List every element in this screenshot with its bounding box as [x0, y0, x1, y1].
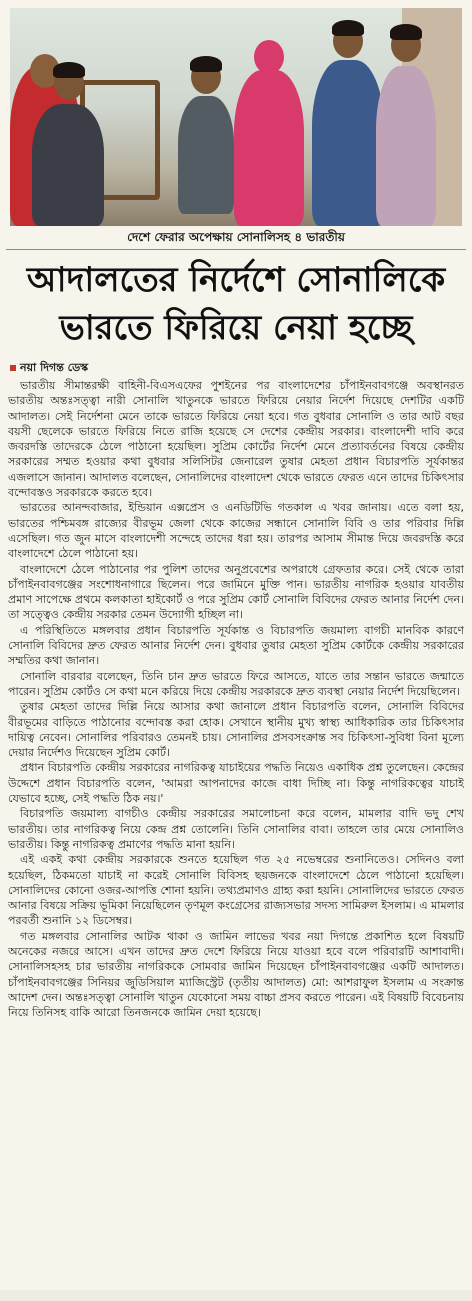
article-paragraph: ভারতের আনন্দবাজার, ইন্ডিয়ান এক্সপ্রেস ও এনডিটিভি গতকাল এ খবর জানায়। এতে বলা হয়, ভারতের পশ্চিমবঙ্গ রাজ্যের বীরভূম জেলা থেকে কাজের সন্ধানে সোনালি বিবি ও তার পরিবার দিল্লি এসেছিল। গত জুন মাসে বাংলাদেশী সন্দেহে তাদের ধরা হয়। তারপর আসাম সীমান্ত দিয়ে জবরদস্তি করে বাংলাদেশে ঠেলে পাঠানো হয়। [8, 501, 464, 561]
photo-caption: দেশে ফেরার অপেক্ষায় সোনালিসহ ৪ ভারতীয় [127, 230, 345, 244]
article-paragraph: এ পরিস্থিতিতে মঙ্গলবার প্রধান বিচারপতি সূর্যকান্ত ও বিচারপতি জয়মাল্য বাগচী মানবিক কারণে সোনালি বিবিদের দ্রুত ফেরত আনার নির্দেশ দেন। বুধবার তুষার মেহতা সুপ্রিম কোর্টকে কেন্দ্রীয় সরকারের সম্মতির কথা জানান। [8, 623, 464, 668]
article-paragraph: এই একই কথা কেন্দ্রীয় সরকারকে শুনতে হয়েছিল গত ২৫ নভেম্বরের শুনানিতেও। সেদিনও বলা হয়েছিল, ঠিকমতো যাচাই না করেই সোনালি বিবিসহ ছয়জনকে বাংলাদেশে ঠেলে পাঠানো হয়েছিল। সোনালিদের কোনো ওজর-আপত্তি শোনা হয়নি। তথ্যপ্রমাণও গ্রাহ্য করা হয়নি। সোনালিদের ভারতে ফেরত আনার বিষয়ে সক্রিয় ভূমিকা নিয়েছিলেন তৃণমূল কংগ্রেসের রাজ্যসভার সদস্য সামিরুল ইসলাম। এ মামলার পরবর্তী শুনানি ১২ ডিসেম্বর। [8, 853, 464, 928]
article-body [8, 378, 464, 1290]
photo-hair [390, 24, 422, 40]
photo-hair [332, 20, 364, 36]
bullet-icon [10, 365, 16, 371]
photo-head [254, 40, 284, 74]
headline-line-2: ভারতে ফিরিয়ে নেয়া হচ্ছে [59, 308, 413, 348]
article-paragraph: সোনালি বারবার বলেছেন, তিনি চান দ্রুত ভারতে ফিরে আসতে, যাতে তার সন্তান ভারতে জন্মাতে পারেন। সুপ্রিম কোর্টও সে কথা মনে করিয়ে দিয়ে কেন্দ্রীয় সরকারকে দ্রুত ব্যবস্থা নেয়ার নির্দেশ দিয়েছিলেন। [8, 669, 464, 698]
photo-person-man-blue [312, 60, 384, 226]
photo-hair [190, 56, 222, 72]
headline-line-1: আদালতের নির্দেশে সোনালিকে [26, 260, 446, 300]
photo-person-youth [376, 66, 436, 226]
caption-divider [6, 249, 466, 250]
article-paragraph: ভারতীয় সীমান্তরক্ষী বাহিনী-বিএসএফের পুশইনের পর বাংলাদেশের চাঁপাইনবাবগঞ্জে অবস্থানরত ভারতীয় অন্তঃসত্ত্বা নারী সোনালি খাতুনকে ভারতে ফিরিয়ে নেয়ার নির্দেশ দিয়েছে দেশটির একটি আদালত। সেই নির্দেশনা মেনে তাকে ভারতে ফিরিয়ে নেয়া হবে। গত বুধবার সোনালি ও তার আট বছর বয়সী ছেলেকে ভারতে ফিরিয়ে নিতে রাজি হয়েছে সে দেশের কেন্দ্রীয় সরকার। বাংলাদেশী দাবি করে জবরদস্তি তাদেরকে ঠেলে পাঠানো হয়েছিল। সুপ্রিম কোর্টের নির্দেশ মেনে প্রত্যাবর্তনের বিষয়ে কেন্দ্রীয় সরকারের সম্মত হওয়ার কথা বুধবার সলিসিটর জেনারেল তুষার মেহতা প্রধান বিচারপতি সূর্যকান্তর এজলাসে জানান। আদালত বলেছেন, সোনালিদের বাংলাদেশ থেকে ভারতে ফেরত এনে তাদের চিকিৎসার বন্দোবস্তও সরকারকে করতে হবে। [8, 379, 464, 500]
article-paragraph: গত মঙ্গলবার সোনালির আটক থাকা ও জামিন লাভের খবর নয়া দিগন্তে প্রকাশিত হলে বিষয়টি অনেকের নজরে আসে। এখন তাদের দ্রুত দেশে ফিরিয়ে নিয়ে যাওয়া হবে বলে পরিবারটি আশাবাদী। সোনালিসহসহ চার ভারতীয় নাগরিককে সোমবার জামিন দিয়েছেন চাঁপাইনবাবগঞ্জের একটি আদালত। চাঁপাইনবাবগঞ্জের সিনিয়র জুডিসিয়াল ম্যাজিস্ট্রেট (তৃতীয় আদালত) মো: আশরাফুল ইসলাম এ সংক্রান্ত আদেশ দেন। অন্তঃসত্ত্বা সোনালি খাতুন যেকোনো সময় বাচ্চা প্রসব করতে পারেন। এই বিষয়টি বিবেচনায় নিয়ে তিনিসহ বাকি আরো তিনজনকে জামিন দেয়া হয়েছে। [8, 929, 464, 1020]
photo-person-boy [32, 104, 104, 226]
photo-hair [53, 62, 85, 78]
headline [0, 256, 472, 352]
photo-person-woman-pink [234, 70, 304, 226]
next-article-edge [0, 1290, 472, 1301]
byline-text: নয়া দিগন্ত ডেস্ক [20, 361, 89, 374]
photo-person-child [178, 96, 234, 214]
byline [10, 360, 88, 376]
news-photo [10, 8, 462, 226]
article-paragraph: তুষার মেহতা তাদের দিল্লি নিয়ে আসার কথা জানালে প্রধান বিচারপতি বলেন, সোনালি বিবিদের বীরভূমের বাড়িতে পাঠানোর বন্দোবস্ত করা হোক। সেখানে স্থানীয় মুখ্য স্বাস্থ্য আধিকারিক তার চিকিৎসার দায়িত্ব নেবেন। সোনালির পরিবারও তেমনই চায়। সোনালির প্রসবসংক্রান্ত সব চিকিৎসা-সুবিধা বিনা মূল্যে দেয়ার নির্দেশও দিয়েছেন সুপ্রিম কোর্ট। [8, 700, 464, 760]
article-paragraph: প্রধান বিচারপতি কেন্দ্রীয় সরকারের নাগরিকত্ব যাচাইয়ের পদ্ধতি নিয়েও একাধিক প্রশ্ন তুলেছেন। কেন্দ্রের উদ্দেশে প্রধান বিচারপতি বলেন, 'আমরা আপনাদের কাজে বাধা দিচ্ছি না। কিন্তু নাগরিকত্বের যাচাই যেভাবে হচ্ছে, সেই পদ্ধতি ঠিক নয়।' [8, 761, 464, 806]
article-paragraph: বাংলাদেশে ঠেলে পাঠানোর পর পুলিশ তাদের অনুপ্রবেশের অপরাধে গ্রেফতার করে। সেই থেকে তারা চাঁপাইনবাবগঞ্জের সংশোধনাগারে ছিলেন। পরে জামিনে মুক্তি পান। ভারতীয় নাগরিক হওয়ার যাবতীয় প্রমাণ সাপেক্ষে প্রথমে কলকাতা হাইকোর্ট ও পরে সুপ্রিম কোর্ট সোনালি বিবিদের ফেরত আনার নির্দেশ দেন। তা সত্ত্বেও কেন্দ্রীয় সরকার তেমন উদ্যোগী হচ্ছিল না। [8, 562, 464, 622]
article-paragraph: বিচারপতি জয়মাল্য বাগচীও কেন্দ্রীয় সরকারের সমালোচনা করে বলেন, মামলার বাদি ভদু শেখ ভারতীয়। তার নাগরিকত্ব নিয়ে কেন্দ্র প্রশ্ন তোলেনি। তিনি সোনালির বাবা। তাহলে তার মেয়ে সোনালিও ভারতীয়। কিন্তু নাগরিকত্ব প্রমাণের পদ্ধতি মানা হয়নি। [8, 807, 464, 851]
